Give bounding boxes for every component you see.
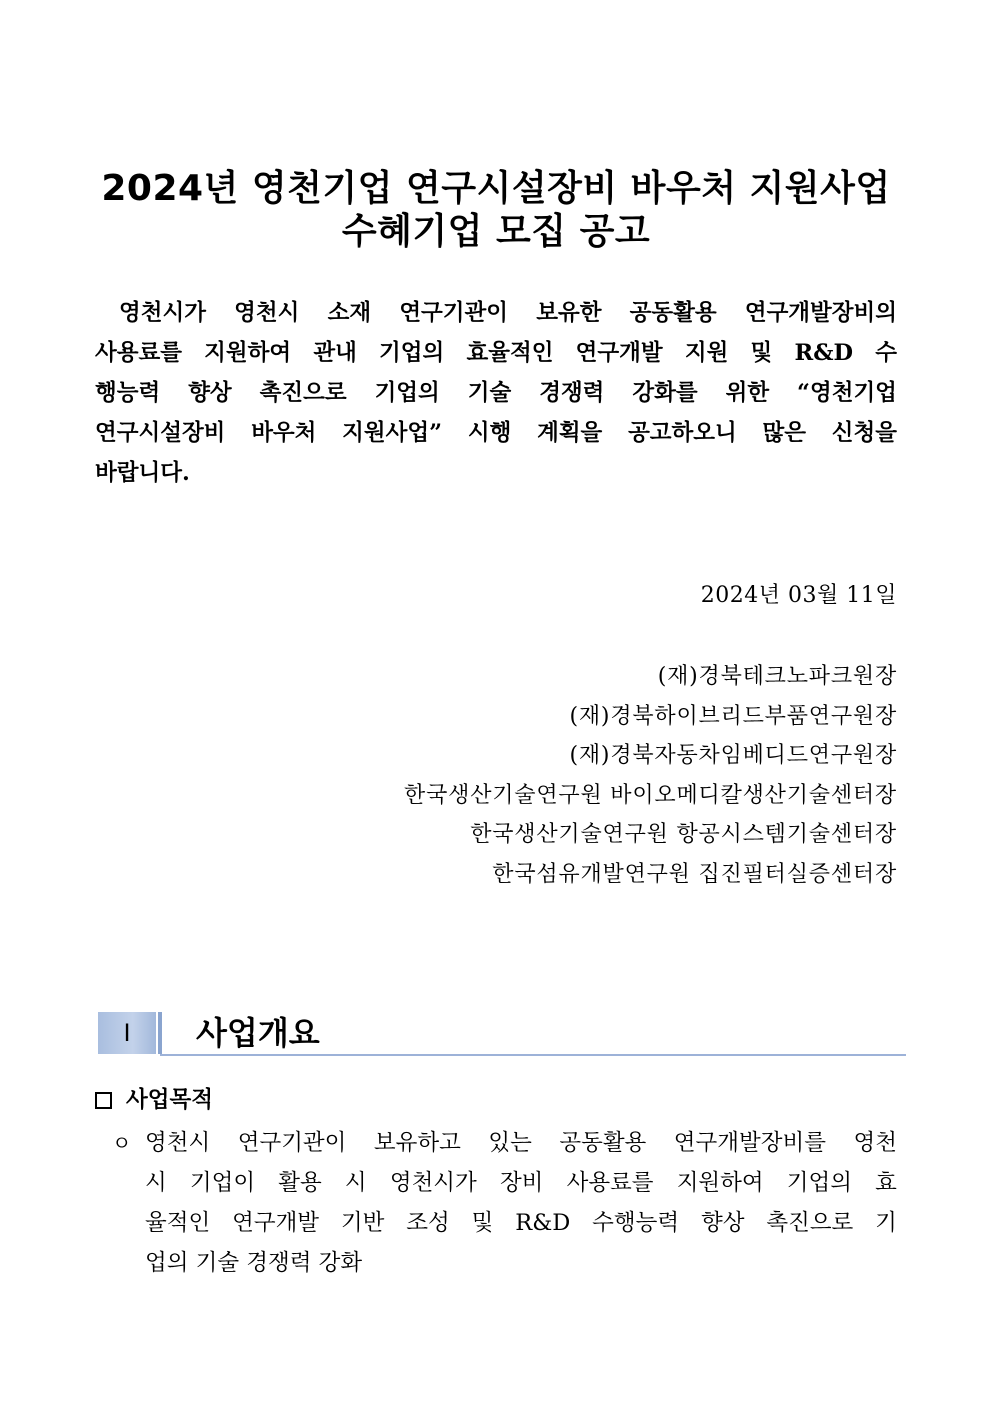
word: 율적인 [145,1210,211,1236]
signer: (재)경북하이브리드부품연구원장 [569,703,897,729]
purpose-line: 업의 기술 경쟁력 강화 [145,1250,363,1276]
word: 촉진으로 [259,380,347,406]
section-divider [158,1012,162,1054]
section-title: 사업개요 [196,1014,320,1052]
word: 위한 [725,380,770,406]
signer: 한국섬유개발연구원 집진필터실증센터장 [492,861,897,887]
word: 공동활용 [559,1130,647,1156]
word: 사용료를 [566,1170,654,1196]
word: 활용 [278,1170,322,1196]
word: 지원 [684,340,729,366]
signer: (재)경북테크노파크원장 [657,664,897,689]
word: 기 [875,1210,897,1236]
intro-line [95,293,897,333]
word: 기반 [340,1210,385,1236]
word: 연구개발 [232,1210,320,1236]
word: “영천기업 [797,380,897,406]
word: 수 [875,340,897,366]
word: 영천시 [234,300,300,326]
announcement-date: 2024년 03월 11일 [700,583,897,608]
word: 효율적인 [466,340,554,366]
word: 시 [344,1170,367,1196]
word: 향상 [700,1210,745,1236]
square-bullet-icon [95,1092,112,1109]
word: 장비 [499,1170,544,1196]
word: 신청을 [831,420,897,446]
signer-list [404,657,897,894]
word: 영천시가 [119,300,206,326]
word: 공동활용 [629,300,717,326]
word: 시행 [467,420,512,446]
intro-line [95,333,897,373]
word: 조성 [406,1210,450,1236]
page-title-line-1: 2024년 영천기업 연구시설장비 바우처 지원사업 [101,168,891,209]
word: 및 [471,1210,494,1236]
word: 연구기관이 [399,300,508,326]
section-number: Ⅰ [98,1012,156,1054]
purpose-line [145,1163,897,1203]
word: 경쟁력 [539,380,605,406]
word: 효 [875,1170,897,1196]
word: 연구기관이 [237,1130,347,1156]
purpose-heading-label: 사업목적 [126,1087,213,1113]
word: 수행능력 [592,1210,680,1236]
word: 사용료를 [95,340,182,366]
section-header [98,1012,906,1056]
word: 영천시가 [389,1170,477,1196]
signer: 한국생산기술연구원 바이오메디칼생산기술센터장 [404,782,897,808]
word: 연구개발장비를 [673,1130,826,1156]
signer: 한국생산기술연구원 항공시스템기술센터장 [470,822,897,847]
intro-line [95,373,897,413]
intro-line: 바랍니다. [95,460,190,486]
word: 연구시설장비 [95,420,226,446]
word: 영천시 [145,1130,211,1156]
intro-line [95,413,897,453]
word: 보유한 [536,300,602,326]
word: 향상 [188,380,232,406]
word: 지원하여 [676,1170,764,1196]
word: 있는 [488,1130,532,1156]
section-underline [160,1054,906,1056]
word: 관내 [313,340,357,366]
circle-bullet-icon: ㅇ [112,1131,132,1155]
word: 및 [750,340,773,366]
word: R&D [515,1210,571,1236]
word: 소재 [327,300,372,326]
word: 시 [145,1170,167,1196]
word: 계획을 [537,420,603,446]
intro-paragraph [95,293,897,493]
word: 기업의 [786,1170,853,1196]
word: 공고하오니 [628,420,737,446]
word: 촉진으로 [766,1210,854,1236]
word: 행능력 [95,380,161,406]
word: 기술 [467,380,512,406]
purpose-line [145,1123,897,1163]
word: 영천 [853,1130,897,1156]
purpose-line [145,1203,897,1243]
page-title-line-2: 수혜기업 모집 공고 [341,211,651,252]
word: 바우처 [251,420,317,446]
purpose-text [145,1123,897,1283]
word: 지원하여 [204,340,292,366]
word: 기업의 [374,380,440,406]
word: 보유하고 [373,1130,461,1156]
word: 지원사업” [342,420,443,446]
purpose-heading [95,1082,213,1118]
word: 기업의 [379,340,445,366]
word: 기업이 [189,1170,256,1196]
signer: (재)경북자동차임베디드연구원장 [569,743,897,768]
word: R&D [794,340,854,366]
word: 연구개발 [575,340,663,366]
word: 강화를 [632,380,698,406]
word: 많은 [762,420,806,446]
word: 연구개발장비의 [744,300,897,326]
